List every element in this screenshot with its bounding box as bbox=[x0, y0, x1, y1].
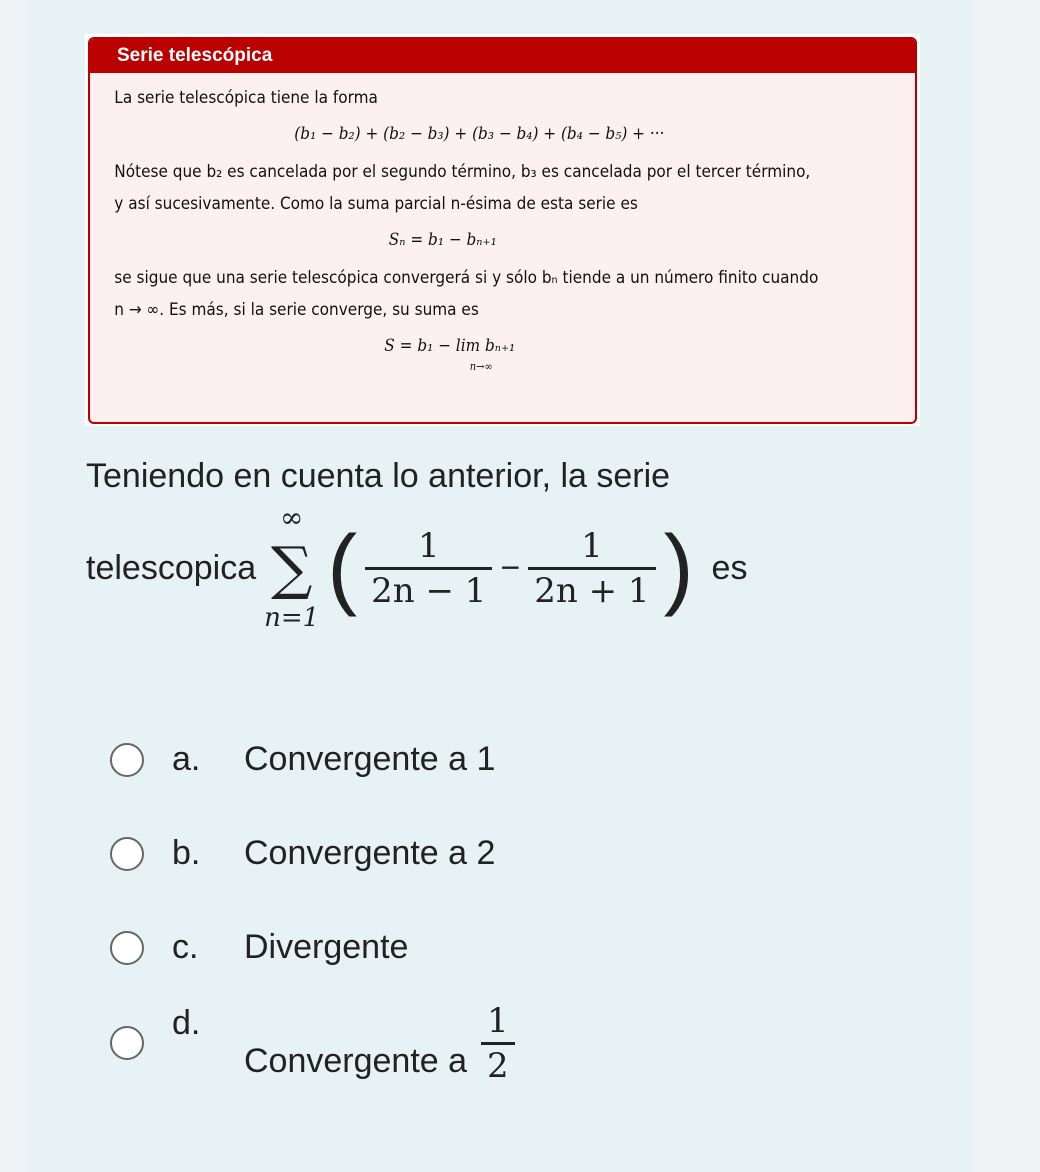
option-d[interactable] bbox=[110, 1000, 523, 1087]
numerator: 1 bbox=[581, 525, 603, 566]
denominator: 2n + 1 bbox=[528, 567, 655, 612]
theorem-text: y así sucesivamente. Como la suma parcial n-ésima de esta serie es bbox=[114, 194, 638, 214]
radio-button[interactable] bbox=[110, 931, 144, 965]
option-a[interactable] bbox=[110, 740, 495, 779]
question-formula bbox=[86, 502, 747, 634]
sum-upper: ∞ bbox=[279, 501, 304, 534]
option-text: Divergente bbox=[244, 928, 409, 966]
radio-button[interactable] bbox=[110, 743, 144, 777]
fraction bbox=[481, 1000, 515, 1087]
minus-sign: − bbox=[500, 548, 521, 587]
option-text: Convergente a bbox=[244, 1042, 468, 1080]
theorem-text: La serie telescópica tiene la forma bbox=[114, 88, 378, 108]
theorem-box bbox=[88, 37, 917, 424]
theorem-text: se sigue que una serie telescópica convergerá si y sólo bₙ tiende a un número finito cuando bbox=[114, 268, 819, 288]
equation-partial-sum: Sₙ = b₁ − bₙ₊₁ bbox=[388, 230, 497, 250]
fraction bbox=[528, 525, 655, 612]
denominator: 2n − 1 bbox=[365, 567, 492, 612]
theorem-text: n → ∞. Es más, si la serie converge, su suma es bbox=[114, 300, 479, 320]
left-parenthesis: ( bbox=[327, 518, 358, 618]
sum-lower: n=1 bbox=[264, 603, 320, 633]
right-parenthesis: ) bbox=[663, 518, 694, 618]
option-text: Convergente a 1 bbox=[244, 740, 496, 778]
fraction bbox=[365, 525, 492, 612]
denominator: 2 bbox=[481, 1042, 515, 1087]
option-letter: a. bbox=[172, 740, 201, 778]
question-text: telescopica bbox=[86, 548, 257, 587]
limit-subscript: n→∞ bbox=[469, 360, 493, 373]
option-letter: c. bbox=[172, 928, 199, 966]
option-c[interactable] bbox=[110, 928, 408, 967]
theorem-text: Nótese que b₂ es cancelada por el segundo término, b₃ es cancelada por el tercer término, bbox=[114, 162, 811, 182]
option-letter: d. bbox=[172, 1004, 201, 1042]
question-text: es bbox=[711, 548, 748, 587]
question-text: Teniendo en cuenta lo anterior, la serie bbox=[86, 457, 671, 495]
numerator: 1 bbox=[417, 525, 440, 566]
option-b[interactable] bbox=[110, 834, 495, 873]
option-letter: b. bbox=[172, 834, 201, 872]
equation-sum: S = b₁ − lim bₙ₊₁ bbox=[384, 336, 516, 356]
theorem-box-wrapper bbox=[85, 34, 920, 426]
option-text: Convergente a 2 bbox=[244, 834, 496, 872]
equation-form: (b₁ − b₂) + (b₂ − b₃) + (b₃ − b₄) + (b₄ − b₅) + ··· bbox=[294, 124, 665, 144]
sigma-symbol: ∑ bbox=[270, 534, 313, 602]
radio-button[interactable] bbox=[110, 837, 144, 871]
numerator: 1 bbox=[487, 1001, 509, 1041]
theorem-title: Serie telescópica bbox=[90, 39, 915, 73]
radio-button[interactable] bbox=[110, 1026, 144, 1060]
